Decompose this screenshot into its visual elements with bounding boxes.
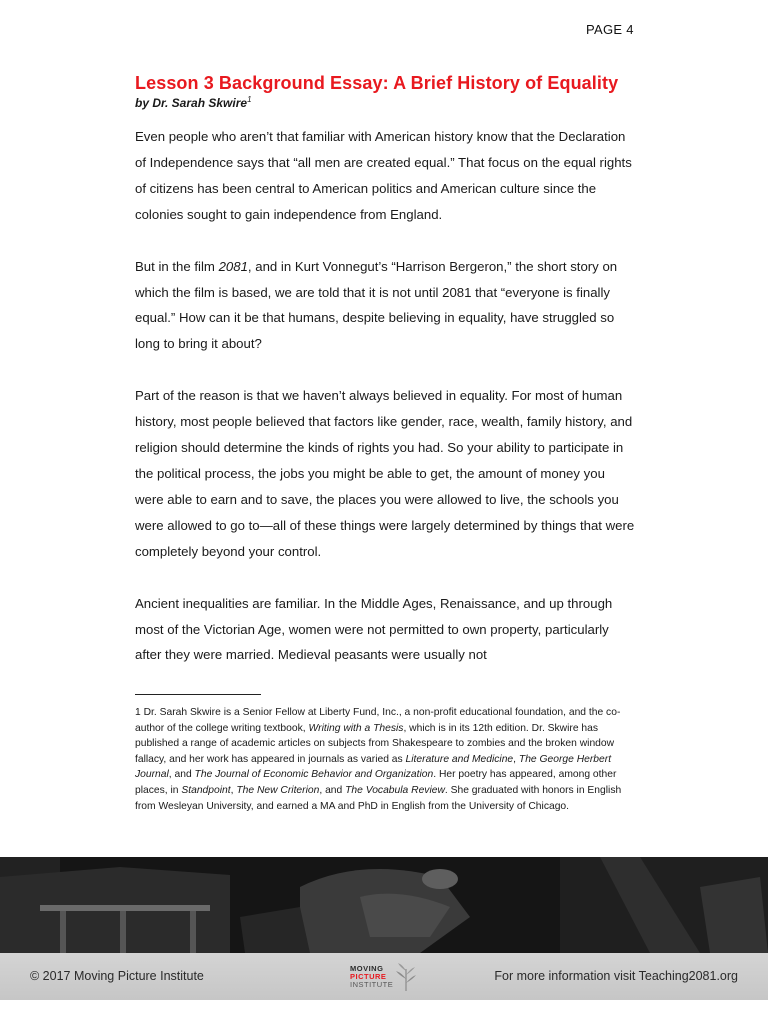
footnote xyxy=(135,705,625,814)
byline xyxy=(135,95,635,110)
italic-title: Literature and Medicine xyxy=(405,753,514,765)
footnote-divider xyxy=(135,694,261,695)
text-segment: But in the film xyxy=(135,258,219,274)
essay-title: Lesson 3 Background Essay: A Brief History of Equality xyxy=(135,73,619,93)
text-segment: 1 Dr. Sarah Skwire is a Senior Fellow at Liberty Fund, Inc., a non-profit educational foundation, and the co-author of the college writing textbook, xyxy=(135,707,621,734)
italic-title: 2081 xyxy=(218,258,248,274)
text-segment: , and in Kurt Vonnegut’s “Harrison Bergeron,” the short story on which the film is based, we are told that it is not until 2081 that “everyone is finally equal.” How can it be that humans, despite believing in equality, have struggled so long to bring it about? xyxy=(135,258,618,352)
paragraph xyxy=(135,124,635,228)
wheat-sprig-icon xyxy=(394,963,418,991)
paragraph xyxy=(135,383,635,564)
italic-title: The Journal of Economic Behavior and Organization xyxy=(194,769,434,781)
paragraph xyxy=(135,254,635,358)
text-segment: , which is in its 12th edition. Dr. Skwire has published a range of academic articles on subjects from Shakespeare to zombies and the broken window fallacy, and her work has appeared in journals as varied as xyxy=(135,722,615,765)
italic-title: Standpoint xyxy=(181,784,231,796)
text-segment: . Her poetry has appeared, among other places, in xyxy=(135,769,617,796)
text-segment: , xyxy=(230,784,237,796)
film-still-banner xyxy=(0,857,768,953)
text-segment: , and xyxy=(319,784,346,796)
text-segment: , and xyxy=(168,769,195,781)
logo-word-picture: PICTURE xyxy=(350,972,387,981)
copyright-text: © 2017 Moving Picture Institute xyxy=(30,969,204,983)
italic-title: The Vocabula Review xyxy=(345,784,445,796)
more-info-link[interactable]: For more information visit Teaching2081.org xyxy=(494,969,738,983)
page-number: PAGE 4 xyxy=(586,22,634,37)
italic-title: Writing with a Thesis xyxy=(308,722,404,734)
paragraph xyxy=(135,591,635,669)
text-segment: Part of the reason is that we haven’t always believed in equality. For most of human history, most people believed that factors like gender, race, wealth, family history, and religion should determine the kinds of rights you had. So your ability to participate in the political process, the jobs you might be able to get, the amount of money you were able to earn and to save, the places you were allowed to live, the schools you were allowed to go to—all of these things were largely determined by things that were completely beyond your control. xyxy=(135,388,635,559)
bottom-margin xyxy=(0,1000,768,1024)
text-segment: , xyxy=(513,753,519,765)
italic-title: The George Herbert Journal xyxy=(135,753,612,781)
text-segment: . She graduated with honors in English from Wesleyan University, and earned a MA and PhD in English from the University of Chicago. xyxy=(135,784,622,812)
mpi-logo[interactable] xyxy=(350,963,430,995)
essay-body xyxy=(135,124,635,668)
logo-word-institute: INSTITUTE xyxy=(350,980,394,989)
logo-word-moving: MOVING xyxy=(350,964,384,973)
text-segment: Even people who aren’t that familiar with American history know that the Declaration of Independence says that “all men are created equal.” That focus on the equal rights of citizens has been central to American politics and American culture since the colonies sought to gain independence from England. xyxy=(135,129,632,222)
byline-text: by Dr. Sarah Skwire xyxy=(135,96,248,110)
footer-bar xyxy=(0,953,768,1000)
film-still-image xyxy=(0,857,768,953)
italic-title: The New Criterion xyxy=(236,784,320,796)
text-segment: Ancient inequalities are familiar. In the Middle Ages, Renaissance, and up through most of the Victorian Age, women were not permitted to own property, particularly after they were married. Medieval peasants were usually not xyxy=(135,595,613,663)
footnote-ref[interactable]: 1 xyxy=(247,95,252,104)
essay xyxy=(135,72,635,668)
